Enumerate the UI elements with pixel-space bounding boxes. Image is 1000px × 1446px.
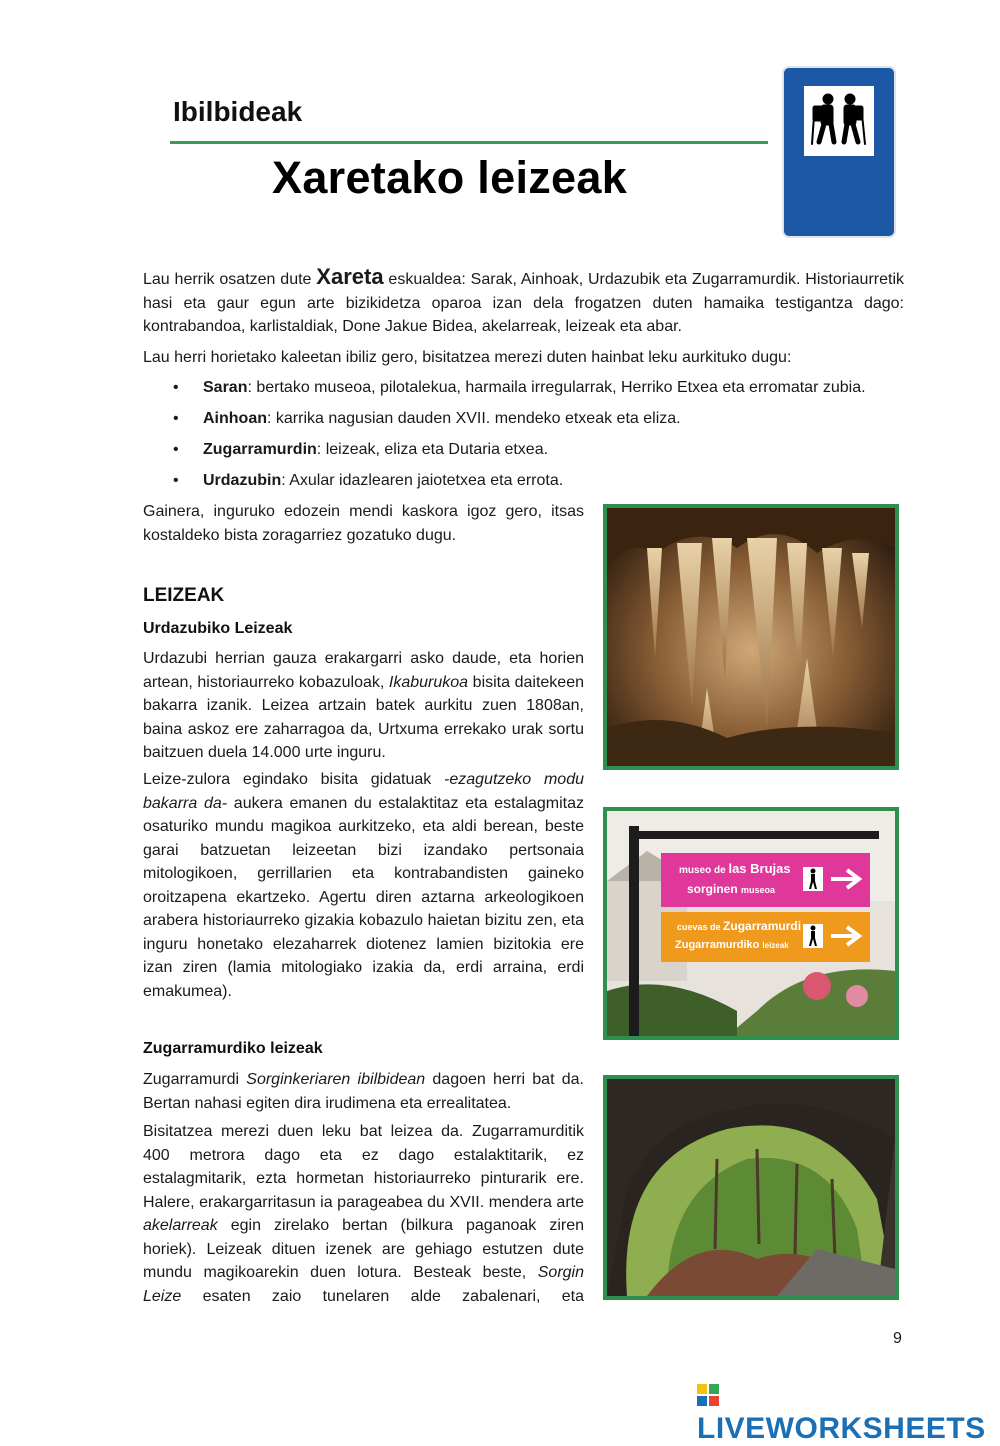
text-span: bisita daitekeen bakarra izanik. Leizea artzain batek aurkitu zuen 1808an, baina askoz ere zaharragoa da, Urtxuma errekako urak sortu baitzuen duela 14.000 urte inguru. — [143, 673, 584, 761]
cave-tunnel-photo — [603, 1075, 899, 1300]
place-name: Urdazubin — [203, 472, 282, 489]
text-span: dagoen herri bat da. Bertan nahasi egiten dira irudimena eta errealitatea. — [143, 1071, 584, 1112]
orange-sign-line-1 — [677, 919, 801, 933]
brand-text: LIVEWORKSHEETS — [697, 1412, 986, 1445]
page-title: Xaretako leizeak — [272, 152, 628, 203]
sign-text: Zugarramurdiko — [675, 939, 763, 951]
page-number: 9 — [893, 1330, 902, 1347]
text-span: aukera emanen du estalaktitaz eta estalagmitaz osaturiko mundu magikoa aurkitzeko, eta aldi berean, beste garai batzuetan leizeetan bizi izandako pertsonaia mitologikoen, gerrillarien eta kontrabandisten gaineko oroitzapena ekartzeko. Agertu diren aztarna arkeologikoen arabera historiaurreko gizakia kobazulo haietan bizitu zen, eta inguru honetako elezaharrek diotenez lamien bizitokia ere izan ziren (lamia mitologiako izakia da, erdi arraina, erdi emakumea). — [143, 794, 584, 1000]
sign-text: leizeak — [762, 941, 789, 950]
cave-interior-photo — [603, 504, 899, 770]
text-span: Zugarramurdi — [143, 1071, 247, 1088]
region-name: Xareta — [316, 264, 384, 289]
sign-text: las Brujas — [728, 861, 791, 876]
place-text: : Axular idazlearen jaiotetxea eta errota. — [281, 472, 564, 489]
gainera-paragraph: Gainera, inguruko edozein mendi kaskora igoz gero, itsas kostaldeko bista zoragarriez gozatuko dugu. — [143, 503, 584, 544]
museum-signs-photo — [603, 807, 899, 1040]
zugarramurdi-paragraph-1 — [143, 1068, 584, 1115]
zugarramurdi-paragraph-2 — [143, 1120, 584, 1308]
sign-text: museoa — [741, 885, 776, 895]
hiker-icon — [803, 867, 823, 891]
place-text: : karrika nagusian dauden XVII. mendeko etxeak eta eliza. — [267, 410, 681, 427]
title-divider — [170, 141, 768, 144]
orange-sign-line-2 — [675, 939, 789, 951]
series-title: Ibilbideak — [173, 96, 303, 127]
places-list — [143, 376, 904, 500]
place-name: Zugarramurdin — [203, 441, 317, 458]
urdazubi-paragraph-2 — [143, 768, 584, 1003]
urdazubi-paragraph-1 — [143, 647, 584, 765]
arrow-right-icon — [829, 867, 863, 896]
liveworksheets-logo — [697, 1378, 1000, 1446]
pink-sign-line-2 — [687, 882, 775, 896]
intro-section — [143, 265, 904, 369]
intro-text-a: Lau herrik osatzen dute — [143, 271, 317, 288]
pink-sign — [661, 853, 870, 907]
place-name: Ainhoan — [203, 410, 267, 427]
place-name: Saran — [203, 379, 248, 396]
arrow-right-icon — [829, 924, 863, 953]
place-text: : leizeak, eliza eta Dutaria etxea. — [316, 441, 549, 458]
italic-aside: -ezagutzeko modu bakarra da- — [143, 771, 584, 812]
intro-text-b: eskualdea: Sarak, Ainhoak, Urdazubik eta Zugarramurdik. Historiaurretik hasi eta gaur egun arte bizikidetza oparoa izan dela frogatzen duten hamaika testigantza dago: kontrabandoa, karlistaldiak, Done Jakue Bidea, akelarreak, leizeak eta abar. — [143, 271, 904, 335]
hikers-sign-icon — [804, 86, 874, 156]
hiker-icon — [803, 924, 823, 948]
sign-text: cuevas de — [677, 922, 724, 932]
brand-mark-icon — [697, 1384, 719, 1406]
route-name: Sorginkeriaren ibilbidean — [246, 1071, 426, 1088]
orange-sign — [661, 912, 870, 962]
text-span: Urdazubi herrian gauza erakargarri asko daude, eta horien artean, historiaurreko kobazuloak, — [143, 650, 584, 691]
italic-term: Sorgin Leize — [143, 1264, 584, 1305]
urdazubi-heading: Urdazubiko Leizeak — [143, 620, 293, 637]
list-item — [143, 469, 904, 500]
cave-name: Ikaburukoa — [388, 673, 469, 691]
list-item — [143, 407, 904, 438]
text-span: esaten zaio tunelaren alde zabalenari, eta — [181, 1287, 584, 1305]
sign-text: museo de — [679, 865, 729, 876]
sign-text: Zugarramurdi — [723, 919, 802, 933]
intro-paragraph-2: Lau herri horietako kaleetan ibiliz gero, bisitatzea merezi duten hainbat leku aurkituko dugu: — [143, 348, 792, 366]
list-item — [143, 376, 904, 407]
sign-text: sorginen — [687, 882, 742, 896]
text-span: Leize-zulora egindako bisita gidatuak — [143, 771, 445, 788]
intro-paragraph — [143, 265, 904, 339]
text-span: egin zirelako bertan (bilkura paganoak ziren horiek). Leizeak dituen izenek are gehiago estutzen dute mundu magikoarekin duen lotura. Besteak beste, — [143, 1217, 584, 1281]
text-span: Bisitatzea merezi duen leku bat leizea da. Zugarramurditik 400 metrora dago eta ez dago estalaktitarik, ez estalagmitarik, ezta hormetan historiaurreko pinturarik ere. Halere, erakargarritasun ia parageabea du XVII. mendera arte — [143, 1123, 584, 1211]
list-item — [143, 438, 904, 469]
section-title: LEIZEAK — [143, 585, 225, 606]
zugarramurdi-heading: Zugarramurdiko leizeak — [143, 1040, 323, 1057]
place-text: : bertako museoa, pilotalekua, harmaila irregularrak, Herriko Etxea eta erromatar zubia. — [247, 379, 866, 396]
italic-term: akelarreak — [143, 1217, 218, 1234]
hiking-route-sign — [784, 68, 894, 236]
pink-sign-line-1 — [679, 861, 791, 876]
